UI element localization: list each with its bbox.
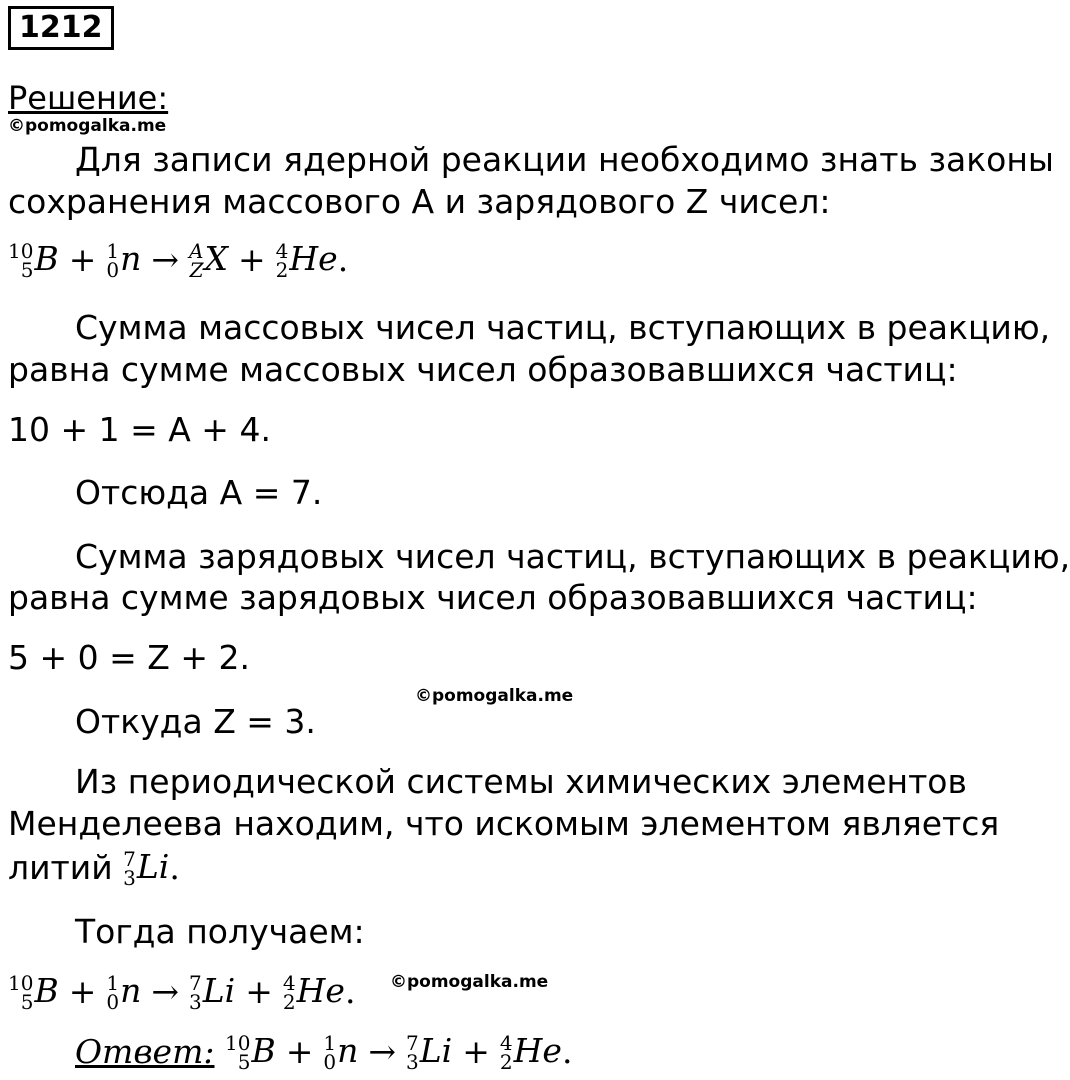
answer-label: Ответ:: [75, 1032, 215, 1071]
charge-result: Откуда Z = 3.: [75, 702, 316, 741]
paragraph-1-line-2: сохранения массового A и зарядового Z чисел:: [8, 182, 831, 221]
paragraph-3-line-2: равна сумме зарядовых чисел образовавшихся частиц:: [8, 578, 978, 617]
paragraph-4-line-1: Из периодической системы химических элементов: [75, 762, 967, 801]
watermark: ©pomogalka.me: [415, 686, 574, 706]
problem-number: 1212: [8, 6, 114, 50]
paragraph-2-line-1: Сумма массовых чисел частиц, вступающих в реакцию,: [75, 308, 1051, 347]
then-text: Тогда получаем:: [75, 912, 365, 951]
paragraph-4-line-3: литий 7 3 Li.: [8, 846, 180, 890]
solution-heading: Решение:: [8, 79, 169, 117]
mass-result: Отсюда A = 7.: [75, 473, 323, 512]
mass-equation: 10 + 1 = A + 4.: [8, 410, 271, 449]
answer-line: Ответ: 10 5 B + 1 0 n → 7 3 Li + 4 2 He.: [75, 1030, 573, 1074]
charge-equation: 5 + 0 = Z + 2.: [8, 638, 250, 677]
watermark: ©pomogalka.me: [390, 972, 549, 992]
reaction-equation-general: 10 5 B + 1 0 n → A Z X + 4 2 He.: [8, 238, 349, 282]
watermark: ©pomogalka.me: [8, 116, 167, 136]
paragraph-3-line-1: Сумма зарядовых чисел частиц, вступающих в реакцию,: [75, 537, 1070, 576]
paragraph-1-line-1: Для записи ядерной реакции необходимо знать законы: [75, 140, 1054, 179]
paragraph-2-line-2: равна сумме массовых чисел образовавшихся частиц:: [8, 350, 958, 389]
reaction-equation-final: 10 5 B + 1 0 n → 7 3 Li + 4 2 He.: [8, 970, 356, 1014]
paragraph-4-line-2: Менделеева находим, что искомым элементом является: [8, 804, 1000, 843]
